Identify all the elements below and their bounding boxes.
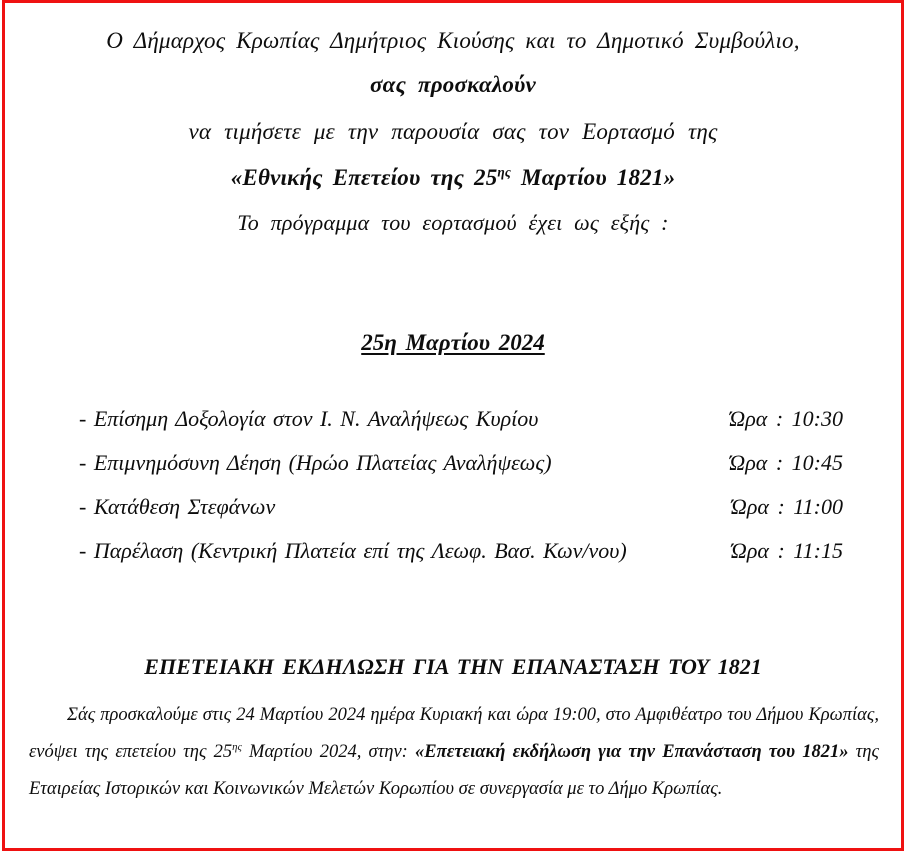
program-item [79, 538, 855, 582]
program-item [79, 450, 855, 494]
anniversary-ordinal-suffix: ης [497, 164, 512, 180]
anniversary-title-suffix: Μαρτίου 1821» [511, 165, 676, 190]
program-item-time: Ώρα : 11:15 [730, 538, 843, 563]
page-border-right [901, 0, 904, 851]
invitation-line-1: Ο Δήμαρχος Κρωπίας Δημήτριος Κιούσης και το Δημοτικό Συμβούλιο, [106, 28, 800, 53]
invitation-line-5: Το πρόγραμμα του εορτασμού έχει ως εξής : [237, 210, 669, 235]
invitation-line-2: σας προσκαλούν [370, 72, 536, 97]
program-item [79, 406, 855, 450]
program-item-label: - Κατάθεση Στεφάνων [79, 494, 276, 519]
program-item-label: - Επίσημη Δοξολογία στον Ι. Ν. Αναλήψεως Κυρίου [79, 406, 539, 431]
program-item-time: Ώρα : 11:00 [730, 494, 843, 519]
event-body-part-2: Μαρτίου 2024, στην: [241, 741, 416, 762]
program-date-heading: 25η Μαρτίου 2024 [361, 330, 545, 355]
event-description-paragraph [23, 697, 883, 807]
program-item-label: - Παρέλαση (Κεντρική Πλατεία επί της Λεωφ. Βασ. Κων/νου) [79, 538, 627, 563]
invitation-line-4 [23, 166, 883, 189]
event-section-title: ΕΠΕΤΕΙΑΚΗ ΕΚΔΗΛΩΣΗ ΓΙΑ ΤΗΝ ΕΠΑΝΑΣΤΑΣΗ ΤΟΥ 1821 [144, 654, 762, 679]
event-body-part-1: Σάς προσκαλούμε στις 24 Μαρτίου 2024 ημέρα Κυριακή και ώρα 19:00, στο Αμφιθέατρο του Δήμου Κρωπίας, ενόψει της επετείου της 25 [29, 705, 879, 762]
invitation-line-3: να τιμήσετε με την παρουσία σας τον Εορτασμό της [188, 119, 718, 144]
event-body-ordinal-suffix: ης [232, 740, 242, 753]
program-item-time: Ώρα : 10:45 [729, 450, 843, 475]
program-item [79, 494, 855, 538]
event-body-part-3: της Εταιρείας Ιστορικών και Κοινωνικών Μελετών Κορωπίου σε συνεργασία με το Δήμο Κρωπίας. [29, 741, 879, 799]
anniversary-title-prefix: «Εθνικής Επετείου της 25 [230, 165, 498, 190]
program-list [23, 406, 883, 582]
program-item-label: - Επιμνημόσυνη Δέηση (Ηρώο Πλατείας Αναλήψεως) [79, 450, 552, 475]
event-body-bold-title: «Επετειακή εκδήλωση για την Επανάσταση του 1821» [415, 741, 849, 762]
document-content [5, 3, 901, 848]
program-item-time: Ώρα : 10:30 [729, 406, 843, 431]
